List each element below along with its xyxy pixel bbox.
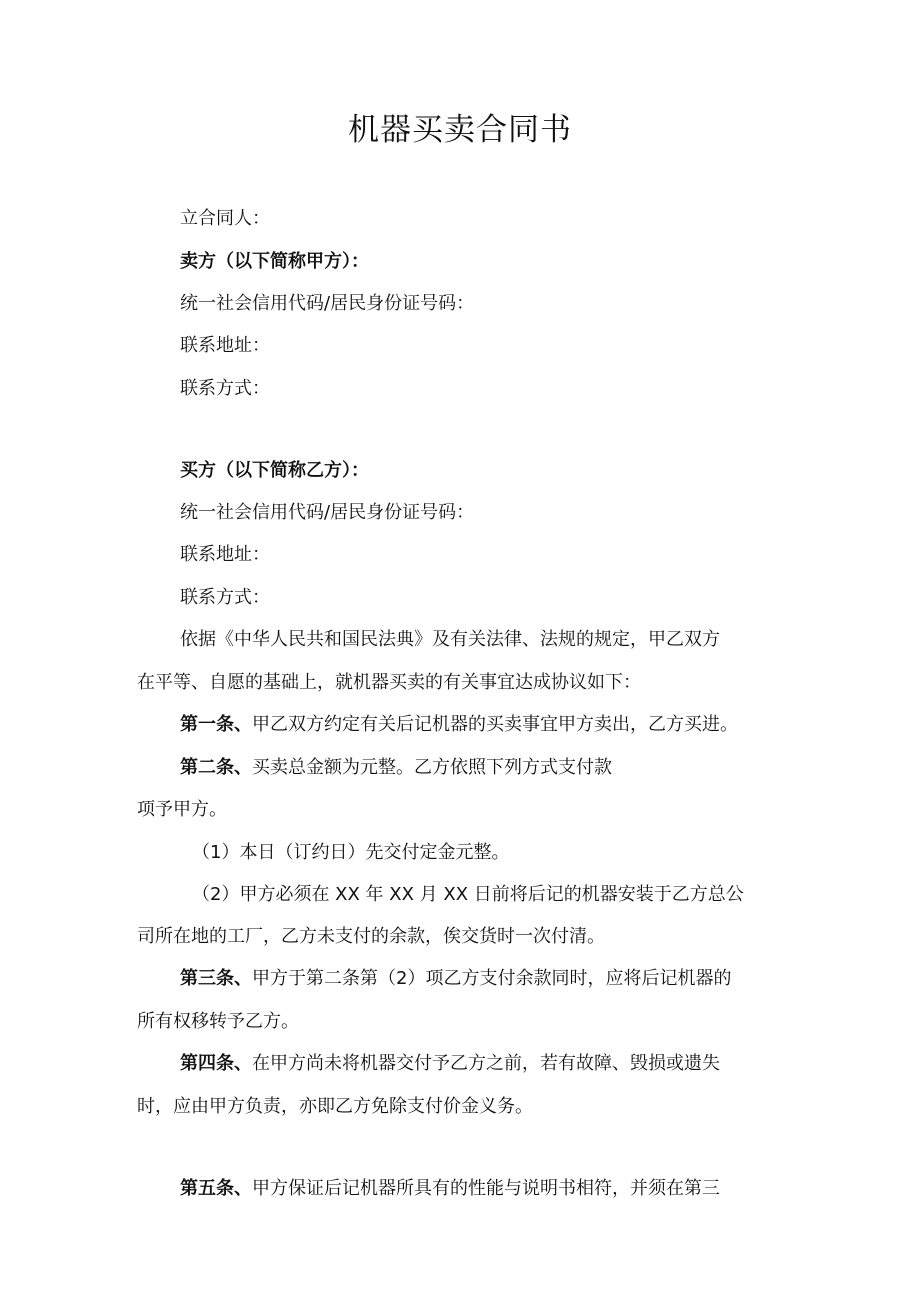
article-5 (180, 1176, 720, 1202)
article-3-term: 第三条、 (180, 968, 252, 989)
article-1 (180, 712, 738, 738)
article-1-term: 第一条、 (180, 714, 252, 735)
buyer-contact-label: 联系方式： (180, 587, 270, 608)
party-intro: 立合同人： (180, 208, 270, 229)
article-4-term: 第四条、 (180, 1053, 252, 1074)
seller-id-label: 统一社会信用代码/居民身份证号码： (180, 293, 475, 314)
buyer-id-label: 统一社会信用代码/居民身份证号码： (180, 502, 475, 523)
document-title: 机器买卖合同书 (348, 112, 572, 148)
article-4-text: 在甲方尚未将机器交付予乙方之前，若有故障、毁损或遗失 (252, 1053, 720, 1074)
buyer-heading: 买方（以下简称乙方）： (180, 460, 369, 481)
preamble-line-1: 依据《中华人民共和国民法典》及有关法律、法规的规定，甲乙双方 (180, 629, 720, 650)
article-5-text: 甲方保证后记机器所具有的性能与说明书相符，并须在第三 (252, 1178, 720, 1199)
article-4-text-cont: 时，应由甲方负责，亦即乙方免除支付价金义务。 (137, 1096, 533, 1117)
buyer-address-label: 联系地址： (180, 544, 270, 565)
seller-heading: 卖方（以下简称甲方）： (180, 251, 369, 272)
article-2-text: 买卖总金额为元整。乙方依照下列方式支付款 (252, 757, 612, 778)
article-2-text-cont: 项予甲方。 (137, 799, 227, 820)
payment-item-1: （1）本日（订约日）先交付定金元整。 (192, 842, 510, 863)
article-5-term: 第五条、 (180, 1178, 252, 1199)
payment-item-2: （2）甲方必须在 XX 年 XX 月 XX 日前将后记的机器安装于乙方总公 (192, 884, 744, 905)
preamble-line-2: 在平等、自愿的基础上，就机器买卖的有关事宜达成协议如下： (137, 672, 641, 693)
article-3-text-cont: 所有权移转予乙方。 (137, 1011, 299, 1032)
article-2 (180, 755, 612, 781)
article-1-text: 甲乙双方约定有关后记机器的买卖事宜甲方卖出，乙方买进。 (252, 714, 738, 735)
payment-item-2-cont: 司所在地的工厂，乙方未支付的余款，俟交货时一次付清。 (137, 926, 605, 947)
article-4 (180, 1051, 720, 1077)
article-3 (180, 966, 731, 992)
article-3-text: 甲方于第二条第（2）项乙方支付余款同时，应将后记机器的 (252, 968, 732, 989)
seller-address-label: 联系地址： (180, 335, 270, 356)
seller-contact-label: 联系方式： (180, 378, 270, 399)
article-2-term: 第二条、 (180, 757, 252, 778)
